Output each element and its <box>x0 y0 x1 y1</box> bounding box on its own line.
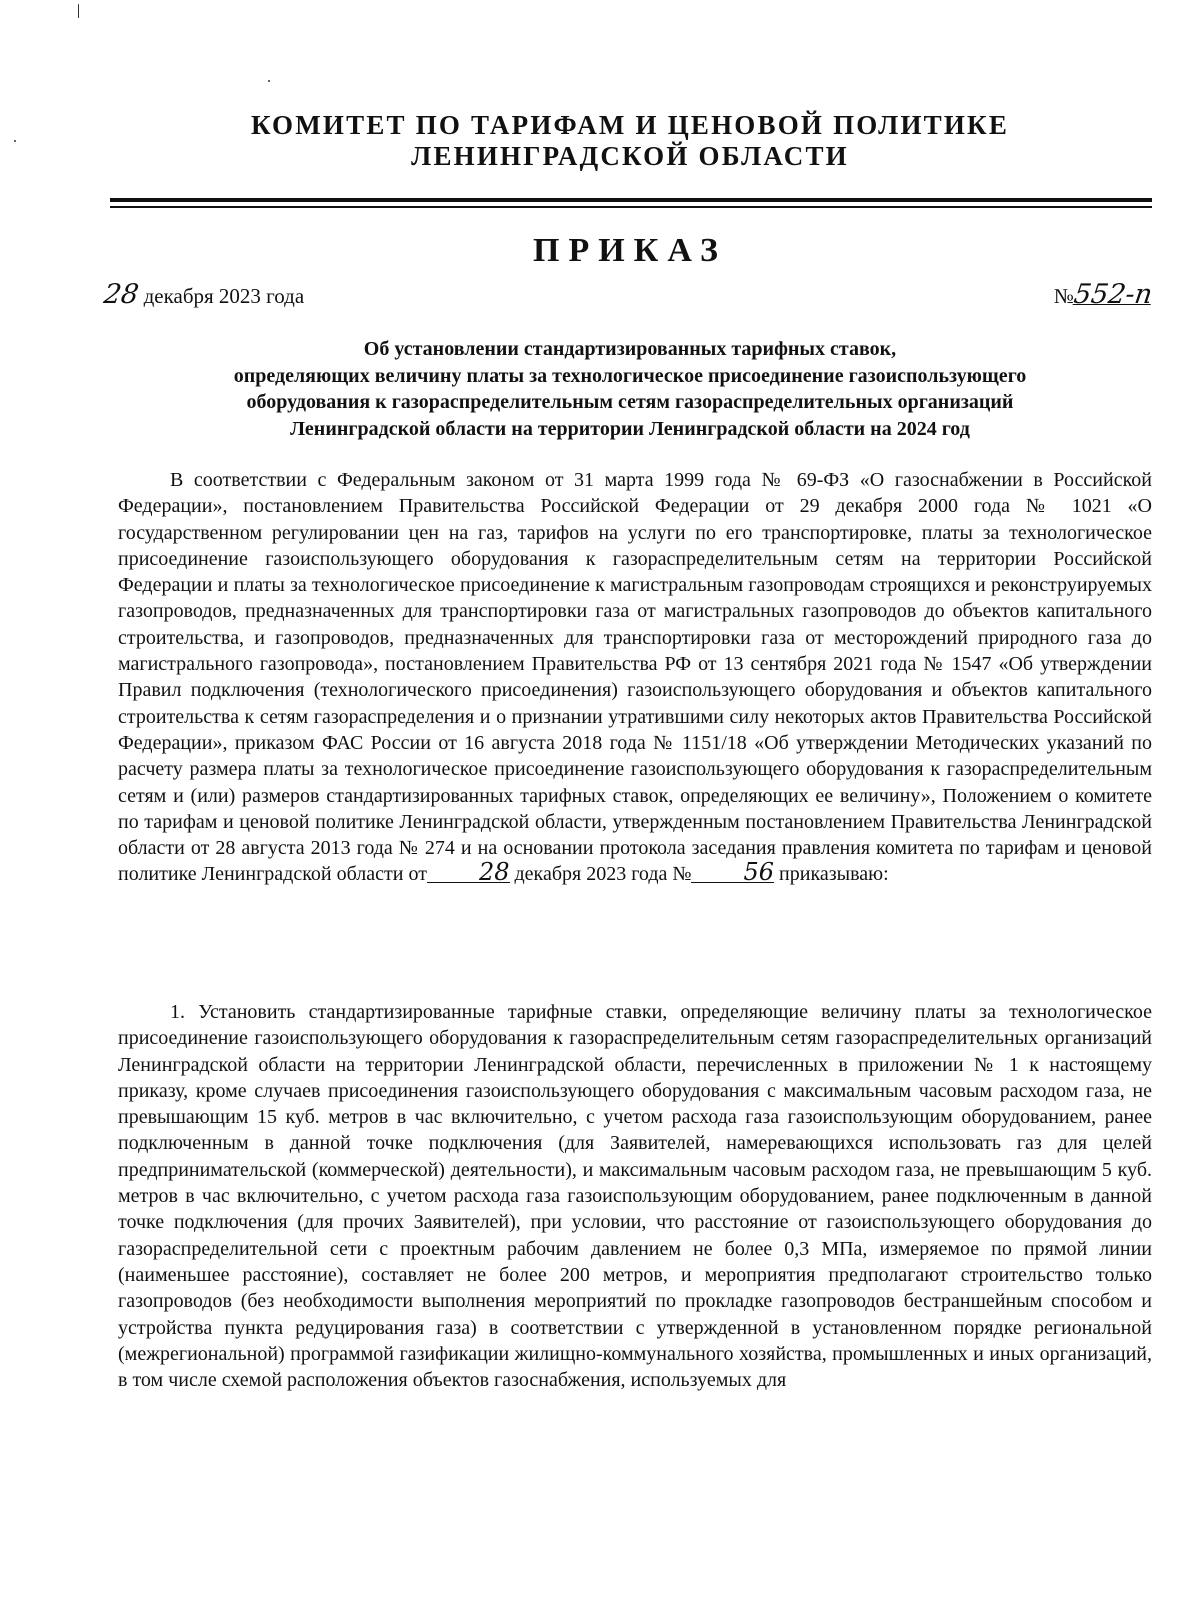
order-date <box>101 279 305 310</box>
order-verb: приказываю: <box>779 863 889 886</box>
subject-line: определяющих величину платы за технологическое присоединение газоиспользующего <box>233 364 1027 387</box>
committee-name-line2: ЛЕНИНГРАДСКОЙ ОБЛАСТИ <box>411 141 849 171</box>
scan-mark <box>78 4 79 18</box>
handwritten-protocol-number: 56 <box>691 862 774 883</box>
document-title: ПРИКАЗ <box>533 232 727 269</box>
subject-line: Об установлении стандартизированных тарифных ставок, <box>363 338 897 360</box>
order-subject <box>110 336 1150 442</box>
order-number <box>1053 279 1155 310</box>
header-divider-thick <box>110 198 1152 202</box>
item-1-paragraph: 1. Установить стандартизированные тарифные ставки, определяющие величину платы за технологическое присоединение газоиспользующего оборудования к газораспределительным сетям газораспределительных организаций Ленинградской области на территории Ленинградской области, перечисленных в приложении № 1 к настоящему приказу, кроме случаев присоединения газоиспользующего оборудования с максимальным часовым расходом газа, не превышающим 15 куб. метров в час включительно, с учетом расхода газа газоиспользующим оборудованием, ранее подключенным в данной точке подключения (для Заявителей, намеревающихся использовать газ для целей предпринимательской (коммерческой) деятельности), и максимальным часовым расходом газа, не превышающим 5 куб. метров в час включительно, с учетом расхода газа газоиспользующим оборудованием, ранее подключенным в данной точке подключения (для прочих Заявителей), при условии, что расстояние от газоиспользующего оборудования до газораспределительной сети с проектным рабочим давлением не более 0,3 МПа, измеряемое по прямой линии (наименьшее расстояние), составляет не более 200 метров, и мероприятия предполагают строительство только газопроводов (без необходимости выполнения мероприятий по прокладке газопроводов бестраншейным способом и устройства пункта редуцирования газа) в соответствии с утвержденной в установленном порядке региональной (межрегиональной) программой газификации жилищно-коммунального хозяйства, промышленных и иных организаций, в том числе схемой расположения объектов газоснабжения, используемых для <box>118 1001 1152 1392</box>
number-sign: № <box>1053 284 1074 308</box>
preamble-text: В соответствии с Федеральным законом от 31 марта 1999 года № 69-ФЗ «О газоснабжении в Российской Федерации», постановлением Правительства Российской Федерации от 29 декабря 2000 года № 1021 «О государственном регулировании цен на газ, тарифов на услуги по его транспортировке, платы за технологическое присоединение газоиспользующего оборудования к газораспределительным сетям на территории Российской Федерации и платы за технологическое присоединение к магистральным газопроводам строящихся и реконструируемых газопроводов, предназначенных для транспортировки газа от магистральных газопроводов до объектов капитального строительства, и газопроводов, предназначенных для транспортировки газа от месторождений природного газа до магистрального газопровода», постановлением Правительства РФ от 13 сентября 2021 года № 1547 «Об утверждении Правил подключения (технологического присоединения) газоиспользующего оборудования и объектов капитального строительства к сетям газораспределения и о признании утратившими силу некоторых актов Правительства Российской Федерации», приказом ФАС России от 16 августа 2018 года № 1151/18 «Об утверждении Методических указаний по расчету размера платы за технологическое присоединение газоиспользующего оборудования к газораспределительным сетям и (или) размеров стандартизированных тарифных ставок, определяющих ее величину», Положением о комитете по тарифам и ценовой политике Ленинградской области, утвержденным постановлением Правительства Ленинградской области от 28 августа 2013 года № 274 и на основании протокола заседания правления комитета по тарифам и ценовой политике Ленинградской области <box>118 469 1152 886</box>
scan-speck <box>268 80 270 82</box>
order-date-rest: декабря 2023 года <box>143 284 305 308</box>
handwritten-day: 28 <box>101 279 141 310</box>
header-divider-thin <box>110 206 1152 208</box>
subject-line: Ленинградской области на территории Ленинградской области на 2024 год <box>290 417 970 440</box>
subject-line: оборудования к газораспределительным сетям газораспределительных организаций <box>246 391 1014 413</box>
protocol-date-text: декабря 2023 года № <box>514 863 692 886</box>
committee-header <box>110 110 1150 172</box>
protocol-prefix: от <box>408 863 427 886</box>
handwritten-protocol-day: 28 <box>427 862 510 883</box>
handwritten-order-number: 552-п <box>1071 279 1155 310</box>
committee-name-line1: КОМИТЕТ ПО ТАРИФАМ И ЦЕНОВОЙ ПОЛИТИКЕ <box>250 110 1010 140</box>
preamble-paragraph <box>118 467 1152 888</box>
scan-speck <box>14 140 16 142</box>
